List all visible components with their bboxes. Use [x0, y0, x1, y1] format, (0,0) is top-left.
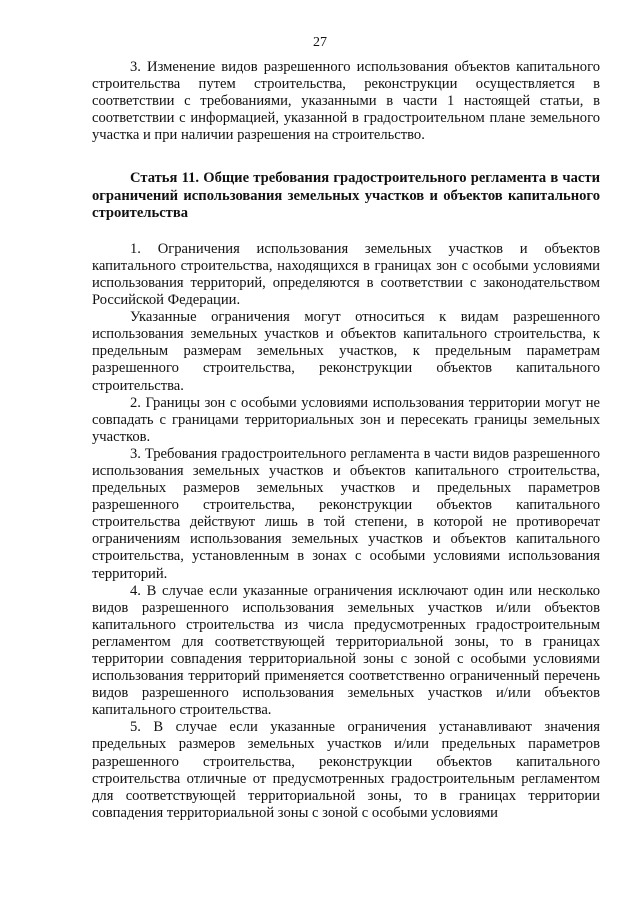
page-number: 27 [313, 35, 327, 50]
paragraph-item-2: 2. Границы зон с особыми условиями использования территории могут не совпадать с границами территориальных зон и пересекать границы земельных участков. [92, 394, 600, 445]
paragraph-item-5: 5. В случае если указанные ограничения устанавливают значения предельных размеров земельных участков и/или предельных параметров разрешенного строительства, реконструкции объектов капитального строительства отличные от предусмотренных градостроительным регламентом для соответствующей территориальной зоны, то в границах территории совпадения территориальной зоны с зоной с особыми условиями [92, 719, 600, 821]
section-spacer [92, 222, 600, 241]
paragraph-note: Указанные ограничения могут относиться к видам разрешенного использования земельных участков и объектов капитального строительства, к предельным размерам земельных участков, к предельным параметрам разрешенного строительства, реконструкции объектов капитального строительства. [92, 309, 600, 394]
paragraph-item-1: 1. Ограничения использования земельных участков и объектов капитального строительства, находящихся в границах зон с особыми условиями использования территорий, определяются в соответствии с законодательством Российской Федерации. [92, 240, 600, 309]
document-body [92, 59, 600, 822]
article-heading: Статья 11. Общие требования градостроительного регламента в части ограничений использования земельных участков и объектов капитального строительства [92, 170, 600, 221]
paragraph-part-3: 3. Изменение видов разрешенного использования объектов капитального строительства путем строительства, реконструкции осуществляется в соответствии с требованиями, указанными в части 1 настоящей статьи, в соответствии с информацией, указанной в градостроительном плане земельного участка и при наличии разрешения на строительство. [92, 59, 600, 144]
section-spacer [92, 144, 600, 163]
paragraph-item-4: 4. В случае если указанные ограничения исключают один или несколько видов разрешенного использования земельных участков и/или объектов капитального строительства из числа предусмотренных градостроительным регламентом для соответствующей территориальной зоны, то в границах территории совпадения территориальной зоны с зоной с особыми условиями использования территорий применяется соответственно ограниченный перечень видов разрешенного использования земельных участков и/или объектов капитального строительства. [92, 582, 600, 719]
page-number-container [0, 34, 640, 56]
paragraph-item-3: 3. Требования градостроительного регламента в части видов разрешенного использования земельных участков и объектов капитального строительства, предельных размеров земельных участков и предельных параметров разрешенного строительства, реконструкции объектов капитального строительства действуют лишь в той степени, в которой не противоречат ограничениям использования земельных участков и объектов капитального строительства, установленным в зонах с особыми условиями использования территорий. [92, 445, 600, 582]
